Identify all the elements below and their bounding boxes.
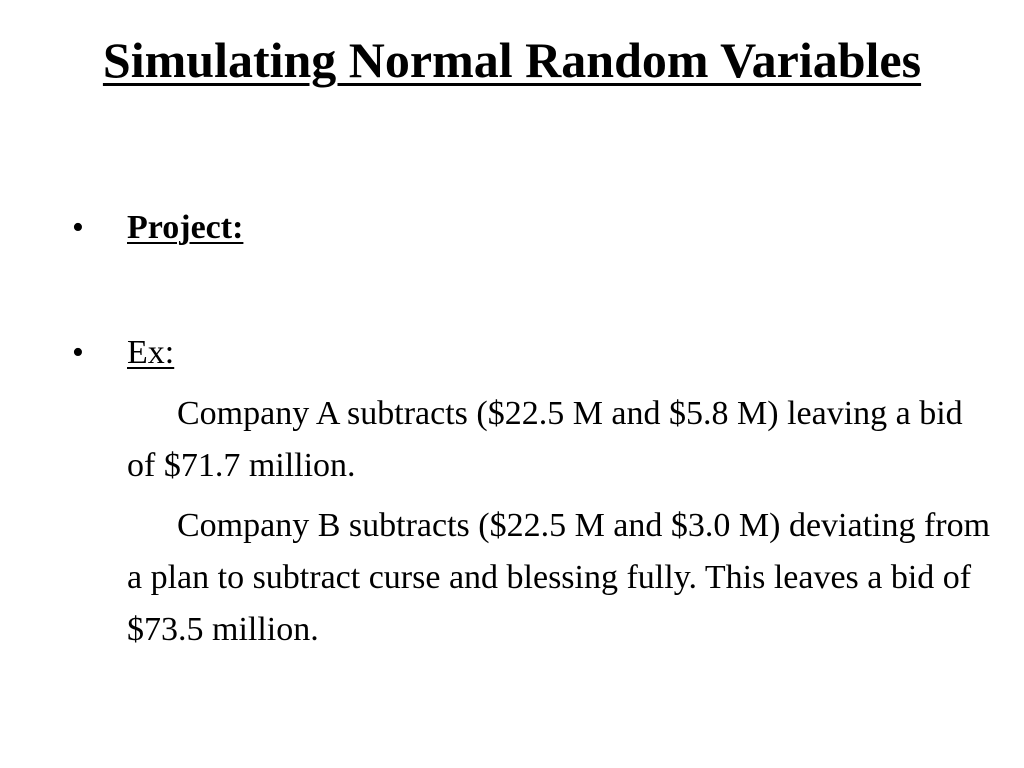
bullet-marker: • bbox=[72, 334, 84, 371]
slide-title bbox=[60, 28, 964, 92]
company-b-paragraph: Company B subtracts ($22.5 M and $3.0 M) deviating from a plan to subtract curse and blessing fully. This leaves a bid of $73.5 million. bbox=[127, 507, 991, 648]
bullet-label-project: Project: bbox=[127, 209, 244, 246]
bullet-label-ex: Ex: bbox=[127, 334, 175, 371]
bullet-marker: • bbox=[72, 209, 84, 246]
slide-title-text: Simulating Normal Random Variables bbox=[102, 32, 922, 88]
company-a-paragraph: Company A subtracts ($22.5 M and $5.8 M) leaving a bid of $71.7 million. bbox=[127, 395, 963, 484]
